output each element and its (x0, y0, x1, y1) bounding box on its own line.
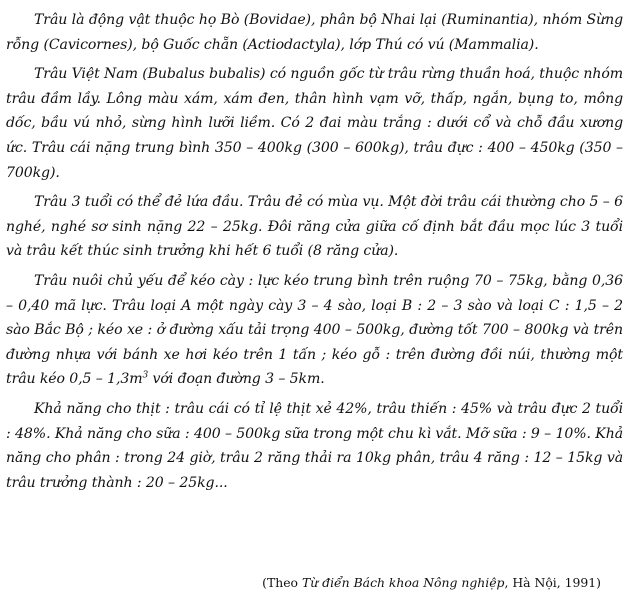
paragraph-products: Khả năng cho thịt : trâu cái có tỉ lệ thịt xẻ 42%, trâu thiến : 45% và trâu đực 2 tuổi : 48%. Khả năng cho sữa : 400 – 500kg sữa trong một chu kì vắt. Mỡ sữa : 9 – 10%. Khả năng cho phân : trong 24 giờ, trâu 2 răng thải ra 10kg phân, trâu 4 răng : 12 – 15kg và trâu trưởng thành : 20 – 25kg... (6, 400, 623, 491)
paragraph-draft-work (6, 269, 623, 392)
work-text: Trâu nuôi chủ yếu để kéo cày : lực kéo trung bình trên ruộng 70 – 75kg, bằng 0,36 – 0,40 mã lực. Trâu loại A một ngày cày 3 – 4 sào, loại B : 2 – 3 sào và loại C : 1,5 – 2 sào Bắc Bộ ; kéo xe : ở đường xấu tải trọng 400 – 500kg, đường tốt 700 – 800kg và trên đường nhựa với bánh xe hơi kéo trên 1 tấn ; kéo gỗ : trên đường đồi núi, thường một trâu kéo 0,5 – 1,3m (6, 272, 623, 388)
work-text-end: với đoạn đường 3 – 5km. (148, 371, 325, 388)
source-rest: , Hà Nội, 1991) (504, 575, 601, 590)
paragraph-reproduction: Trâu 3 tuổi có thể đẻ lứa đầu. Trâu đẻ có mùa vụ. Một đời trâu cái thường cho 5 – 6 nghé, nghé sơ sinh nặng 22 – 25kg. Đôi răng cửa giữa cố định bắt đầu mọc lúc 3 tuổi và trâu kết thúc sinh trưởng khi hết 6 tuổi (8 răng cửa). (6, 194, 623, 260)
source-open: (Theo (262, 575, 302, 590)
cubic-superscript: 3 (142, 370, 149, 381)
source-book-title: Từ điển Bách khoa Nông nghiệp (301, 575, 505, 590)
paragraph-origin: Trâu Việt Nam (Bubalus bubalis) có nguồn gốc từ trâu rừng thuần hoá, thuộc nhóm trâu đầm lầy. Lông màu xám, xám đen, thân hình vạm vỡ, thấp, ngắn, bụng to, mông dốc, bầu vú nhỏ, sừng hình lưỡi liềm. Có 2 đai màu trắng : dưới cổ và chỗ đầu xương ức. Trâu cái nặng trung bình 350 – 400kg (300 – 600kg), trâu đực : 400 – 450kg (350 – 700kg). (6, 66, 623, 181)
paragraph-classification: Trâu là động vật thuộc họ Bò (Bovidae), phân bộ Nhai lại (Ruminantia), nhóm Sừng rỗng (Cavicornes), bộ Guốc chẵn (Actiodactyla), lớp Thú có vú (Mammalia). (6, 12, 623, 53)
source-citation (262, 575, 601, 590)
